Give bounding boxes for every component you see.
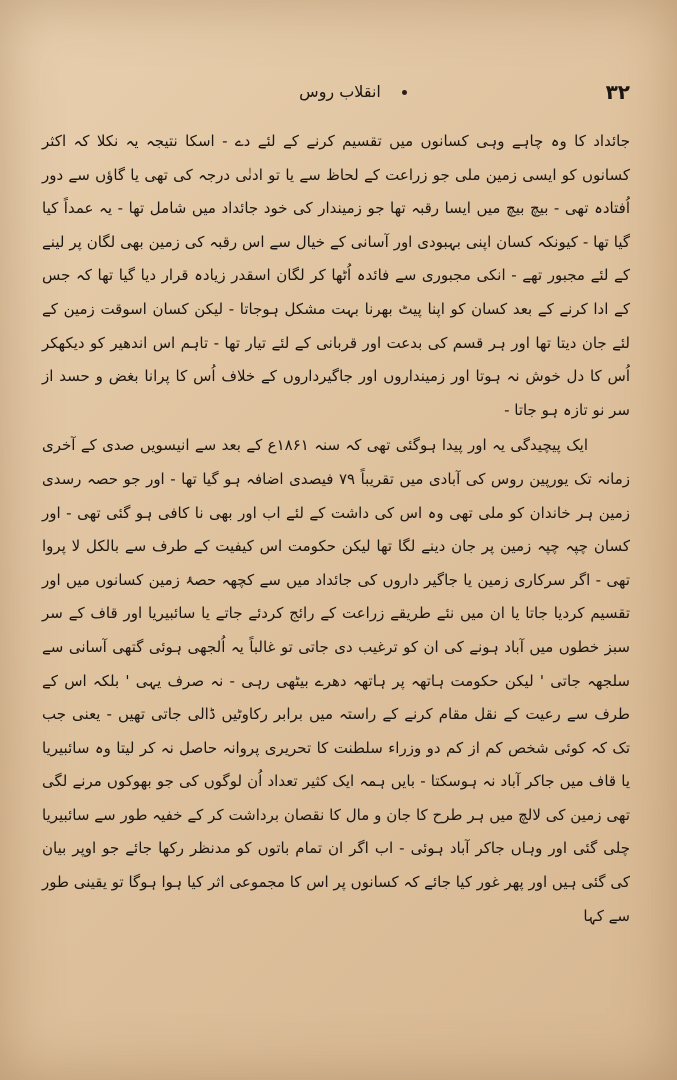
page-number: ۳۲ xyxy=(605,80,630,104)
paragraph: ایک پیچیدگی یہ اور پیدا ہوگئی تھی کہ سنہ ۱۸۶۱ع کے بعد سے انیسویں صدی کے آخری زمانہ تک یورپین روس کی آبادی میں تقریباً ۷۹ فیصدی اضافہ ہو گیا تھا - اور جو حصہ رسدی زمین ہر خاندان کو ملی تھی وہ اس کی داشت کے لئے اب اور بھی نا کافی ہو گئی تھی - اور کسان چپہ چپہ زمین پر جان دینے لگا تھا لیکن حکومت اس کیفیت کے طرف سے بالکل لا پروا تھی - اگر سرکاری زمین یا جاگیر داروں کی جائداد میں سے کچھہ حصۂ زمین کسانوں میں اور تقسیم کردیا جاتا یا ان میں نئے طریقے زراعت کے رائج کردئے جاتے یا سائبیریا اور قاف کے سر سبز خطوں میں آباد ہونے کی ان کو ترغیب دی جاتی تو غالباً یہ اُلجھی ہوئی گتھی آسانی سے سلجھہ جاتی ' لیکن حکومت ہاتھہ پر ہاتھہ دھرے بیٹھی رہی - نہ صرف یہی ' بلکہ اس کے طرف سے رعیت کے نقل مقام کرنے کے راستہ میں برابر رکاوٹیں ڈالی جاتی تھیں - یعنی جب تک کہ کوئی شخص کم از کم دو وزراء سلطنت کا تحریری پروانہ حاصل نہ کر لیتا وہ سائبیریا یا قاف میں جاکر آباد نہ ہوسکتا - بایں ہمہ ایک کثیر تعداد اُن لوگوں کی جو بھوکوں مرنے لگی تھی زمین کی لالچ میں ہر طرح کا جان و مال کا نقصان برداشت کر کے خفیہ طور سے سائبیریا چلی گئی اور وہاں جاکر آباد ہوئی - اب اگر ان تمام باتوں کو مدنظر رکھا جائے جو اوپر بیان کی گئی ہیں اور پھر غور کیا جائے کہ کسانوں پر اس کا مجموعی اثر کیا ہوا ہوگا تو یقینی طور سے کہا xyxy=(42,436,630,925)
body-text xyxy=(42,125,630,933)
ink-dot xyxy=(402,90,407,95)
page-header xyxy=(40,80,640,110)
running-title: انقلاب روس xyxy=(299,82,381,101)
paragraph: جائداد کا وہ چاہے وہی کسانوں میں تقسیم کرنے کے لئے دے - اسکا نتیجہ یہ نکلا کہ اکثر کسانوں کو ایسی زمین ملی جو زراعت کے لحاظ سے یا تو ادنٰی درجہ کی تھی یا گاؤں سے دور اُفتادہ تھی - بیچ بیچ میں ایسا رقبہ تھا جو زمیندار کی خود جائداد میں شامل تھا - یہ عمداً کیا گیا تھا - کیونکہ کسان اپنی بہبودی اور آسانی کے خیال سے اس رقبہ کی زمین بھی لگان پر لینے کے لئے مجبور تھے - انکی مجبوری سے فائدہ اُٹھا کر لگان اسقدر زیادہ قرار دیا گیا تھا کہ جس کے ادا کرنے کے بعد کسان کو اپنا پیٹ بھرنا بہت مشکل ہوجاتا - لیکن کسان اسوقت زمین کے لئے جان دیتا تھا اور ہر قسم کی بدعت اور قربانی کے لئے تیار تھا - تاہم اس اندھیر کو دیکھکر اُس کا دل خوش نہ ہوتا اور زمینداروں اور جاگیرداروں کے خلاف اُس کا پرانا بغض و حسد از سر نو تازہ ہو جاتا - xyxy=(42,132,630,419)
